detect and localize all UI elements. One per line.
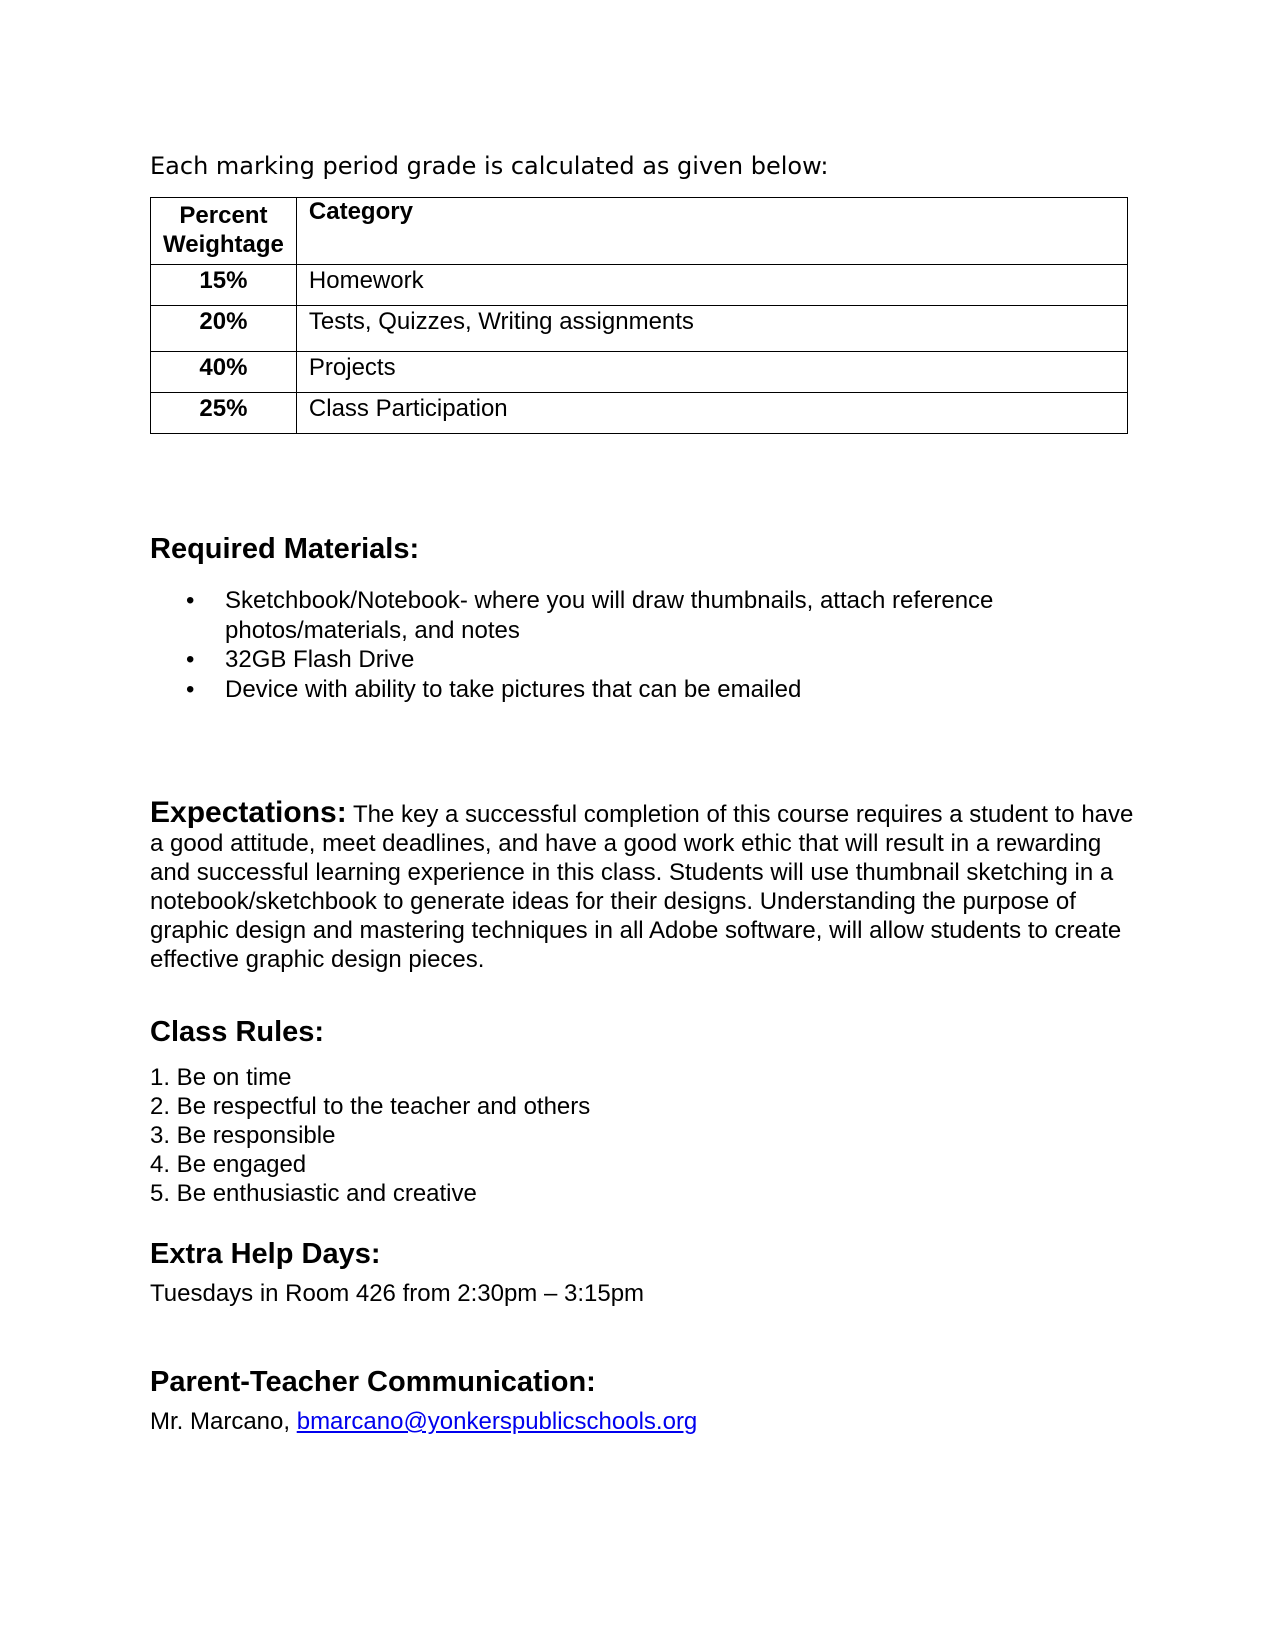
percent-cell: 20% xyxy=(151,306,297,352)
table-row xyxy=(151,306,1128,352)
expectations-text: The key a successful completion of this course requires a student to have a good attitude, meet deadlines, and have a good work ethic that will result in a rewarding and successful learning experience in this class. Students will use thumbnail sketching in a notebook/sketchbook to generate ideas for their designs. Understanding the purpose of graphic design and mastering techniques in all Adobe software, will allow students to create effective graphic design pieces. xyxy=(150,801,1134,973)
list-item: 4. Be engaged xyxy=(150,1151,307,1178)
class-rules-heading: Class Rules: xyxy=(150,1016,325,1048)
extra-help-text: Tuesdays in Room 426 from 2:30pm – 3:15pm xyxy=(150,1280,645,1307)
extra-help-heading: Extra Help Days: xyxy=(150,1238,381,1270)
grade-weight-table xyxy=(150,197,1128,434)
expectations-paragraph xyxy=(150,798,1140,974)
list-item: 2. Be respectful to the teacher and others xyxy=(150,1093,591,1120)
teacher-name: Mr. Marcano, xyxy=(150,1408,291,1435)
table-header-row xyxy=(151,198,1128,265)
list-item-text: 32GB Flash Drive xyxy=(225,646,415,673)
category-cell: Class Participation xyxy=(296,393,1127,434)
list-item: 5. Be enthusiastic and creative xyxy=(150,1180,477,1207)
table-row xyxy=(151,393,1128,434)
bullet-icon: • xyxy=(186,675,195,703)
class-rules-list xyxy=(150,1063,590,1208)
table-row xyxy=(151,265,1128,306)
list-item-text: Sketchbook/Notebook- where you will draw thumbnails, attach reference photos/materials, and notes xyxy=(225,587,994,644)
percent-cell: 40% xyxy=(151,352,297,393)
grade-intro-text: Each marking period grade is calculated as given below: xyxy=(150,152,829,180)
list-item-text: Device with ability to take pictures that can be emailed xyxy=(225,675,802,703)
percent-cell: 15% xyxy=(151,265,297,306)
communication-heading: Parent-Teacher Communication: xyxy=(150,1366,596,1398)
list-item: 1. Be on time xyxy=(150,1064,292,1091)
communication-line xyxy=(150,1407,697,1437)
category-header: Category xyxy=(296,198,1127,265)
list-item xyxy=(150,675,1050,705)
table-row xyxy=(151,352,1128,393)
materials-list xyxy=(150,586,1050,704)
category-cell: Tests, Quizzes, Writing assignments xyxy=(296,306,1127,352)
list-item: 3. Be responsible xyxy=(150,1122,336,1149)
required-materials-heading: Required Materials: xyxy=(150,533,420,565)
bullet-icon: • xyxy=(186,587,195,614)
list-item xyxy=(150,645,1050,675)
percent-weightage-header: Percent Weightage xyxy=(151,198,297,265)
email-link[interactable]: bmarcano@yonkerspublicschools.org xyxy=(296,1408,698,1435)
expectations-heading: Expectations: xyxy=(150,796,347,829)
percent-cell: 25% xyxy=(151,393,297,434)
category-cell: Projects xyxy=(296,352,1127,393)
category-cell: Homework xyxy=(296,265,1127,306)
bullet-icon: • xyxy=(186,646,195,673)
list-item xyxy=(150,586,1050,645)
